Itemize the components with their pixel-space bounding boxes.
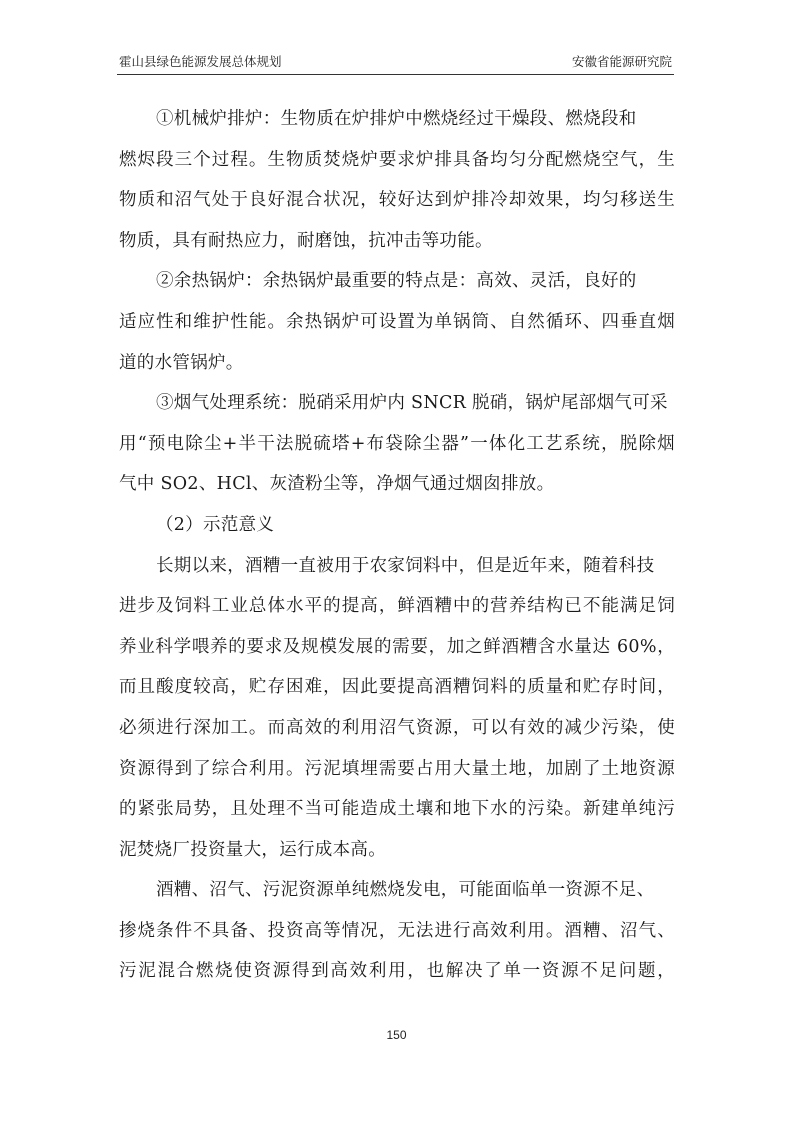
- paragraph-6-line-2: 掺烧条件不具备、投资高等情况，无法进行高效利用。酒糟、沼气、: [119, 920, 675, 941]
- paragraph-1-line-1: ①机械炉排炉：生物质在炉排炉中燃烧经过干燥段、燃烧段和: [156, 109, 637, 129]
- paragraph-3-line-2: 用“预电除尘+半干法脱硫塔+布袋除尘器”一体化工艺系统，脱除烟: [119, 433, 675, 454]
- paragraph-1-line-3: 物质和沼气处于良好混合状况，较好达到炉排冷却效果，均匀移送生: [119, 190, 675, 211]
- paragraph-3-line-3: 气中 SO2、HCl、灰渣粉尘等，净烟气通过烟囱排放。: [119, 474, 555, 495]
- paragraph-3-line-1: ③烟气处理系统：脱硝采用炉内 SNCR 脱硝，锅炉尾部烟气可采: [156, 393, 668, 414]
- paragraph-5-line-3: 养业科学喂养的要求及规模发展的需要，加之鲜酒糟含水量达 60%，: [119, 636, 675, 657]
- paragraph-2-line-1: ②余热锅炉：余热锅炉最重要的特点是：高效、灵活，良好的: [156, 271, 637, 292]
- paragraph-5-line-2: 进步及饲料工业总体水平的提高，鲜酒糟中的营养结构已不能满足饲: [119, 596, 675, 617]
- document-body: [119, 99, 675, 992]
- paragraph-5-line-8: 泥焚烧厂投资量大，运行成本高。: [119, 839, 386, 860]
- paragraph-5-line-5: 必须进行深加工。而高效的利用沼气资源，可以有效的减少污染，使: [119, 717, 675, 738]
- paragraph-6-line-1: 酒糟、沼气、污泥资源单纯燃烧发电，可能面临单一资源不足、: [156, 880, 655, 901]
- section-heading: （2）示范意义: [156, 514, 275, 535]
- paragraph-5-line-6: 资源得到了综合利用。污泥填埋需要占用大量土地，加剧了土地资源: [119, 758, 675, 779]
- paragraph-5-line-1: 长期以来，酒糟一直被用于农家饲料中，但是近年来，随着科技: [156, 555, 655, 576]
- paragraph-2-line-2: 适应性和维护性能。余热锅炉可设置为单锅筒、自然循环、四垂直烟: [119, 311, 675, 332]
- page-number: 150: [386, 1028, 407, 1042]
- paragraph-1-line-4: 物质，具有耐热应力，耐磨蚀，抗冲击等功能。: [119, 230, 493, 251]
- paragraph-1-line-2: 燃烬段三个过程。生物质焚烧炉要求炉排具备均匀分配燃烧空气，生: [119, 149, 675, 170]
- paragraph-2-line-3: 道的水管锅炉。: [119, 352, 244, 373]
- paragraph-5-line-4: 而且酸度较高，贮存困难，因此要提高酒糟饲料的质量和贮存时间，: [119, 677, 675, 698]
- header-document-title: 霍山县绿色能源发展总体规划: [119, 54, 282, 69]
- header-organization: 安徽省能源研究院: [571, 54, 672, 69]
- paragraph-5-line-7: 的紧张局势，且处理不当可能造成土壤和地下水的污染。新建单纯污: [119, 799, 675, 820]
- paragraph-6-line-3: 污泥混合燃烧使资源得到高效利用，也解决了单一资源不足问题，: [119, 961, 675, 982]
- page-header: [117, 52, 674, 75]
